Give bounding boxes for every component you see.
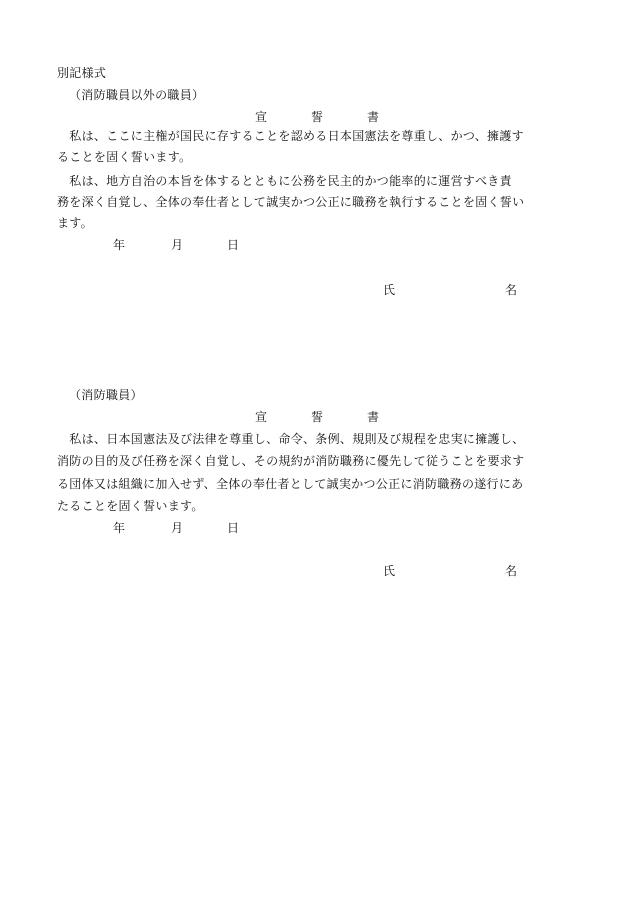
section2-date-day: 日 bbox=[227, 521, 240, 535]
section1-paragraph2-line-3: ます。 bbox=[57, 216, 93, 230]
section1-date-line bbox=[57, 236, 239, 254]
section2-title-char-2: 誓 bbox=[311, 410, 324, 424]
section2-name-line bbox=[383, 562, 517, 580]
section2-date-month: 月 bbox=[171, 521, 184, 535]
section1-date-month: 月 bbox=[171, 238, 184, 252]
section1-paragraph1-line-1: 私は、ここに主権が国民に存することを認める日本国憲法を尊重し、かつ、擁護す bbox=[57, 129, 524, 143]
section1-title-char-1: 宣 bbox=[255, 110, 268, 124]
section1-paragraph2-line-2: 務を深く自覚し、全体の奉仕者として誠実かつ公正に職務を執行することを固く誓い bbox=[57, 195, 525, 209]
section2-name-char-1: 氏 bbox=[383, 564, 396, 578]
section2-date-line bbox=[57, 519, 239, 537]
section1-name-char-2: 名 bbox=[505, 283, 518, 297]
section2-name-char-2: 名 bbox=[505, 564, 518, 578]
section1-name-char-1: 氏 bbox=[383, 283, 396, 297]
section1-title-char-2: 誓 bbox=[311, 110, 324, 124]
section2-paragraph1-line-1: 私は、日本国憲法及び法律を尊重し、命令、条例、規則及び規程を忠実に擁護し、 bbox=[57, 432, 525, 446]
section1-date-year: 年 bbox=[113, 238, 126, 252]
section2-title bbox=[255, 408, 379, 426]
section2-paragraph1-line-2: 消防の目的及び任務を深く自覚し、その規約が消防職務に優先して従うことを要求す bbox=[57, 454, 525, 468]
section2-date-year: 年 bbox=[113, 521, 126, 535]
section2-title-char-3: 書 bbox=[367, 410, 380, 424]
section2-heading: （消防職員） bbox=[69, 388, 143, 402]
section1-date-day: 日 bbox=[227, 238, 240, 252]
section2-title-char-1: 宣 bbox=[255, 410, 268, 424]
section1-title bbox=[255, 108, 379, 126]
section1-name-line bbox=[383, 281, 517, 299]
form-label: 別記様式 bbox=[57, 66, 107, 80]
section1-paragraph2-line-1: 私は、地方自治の本旨を体するとともに公務を民主的かつ能率的に運営すべき責 bbox=[57, 174, 512, 188]
section1-heading: （消防職員以外の職員） bbox=[69, 88, 205, 102]
section1-paragraph1-line-2: ることを固く誓います。 bbox=[57, 150, 192, 164]
section1-title-char-3: 書 bbox=[367, 110, 380, 124]
section2-paragraph1-line-3: る団体又は組織に加入せず、全体の奉仕者として誠実かつ公正に消防職務の遂行にあ bbox=[57, 477, 524, 491]
section2-paragraph1-line-4: たることを固く誓います。 bbox=[57, 499, 204, 513]
